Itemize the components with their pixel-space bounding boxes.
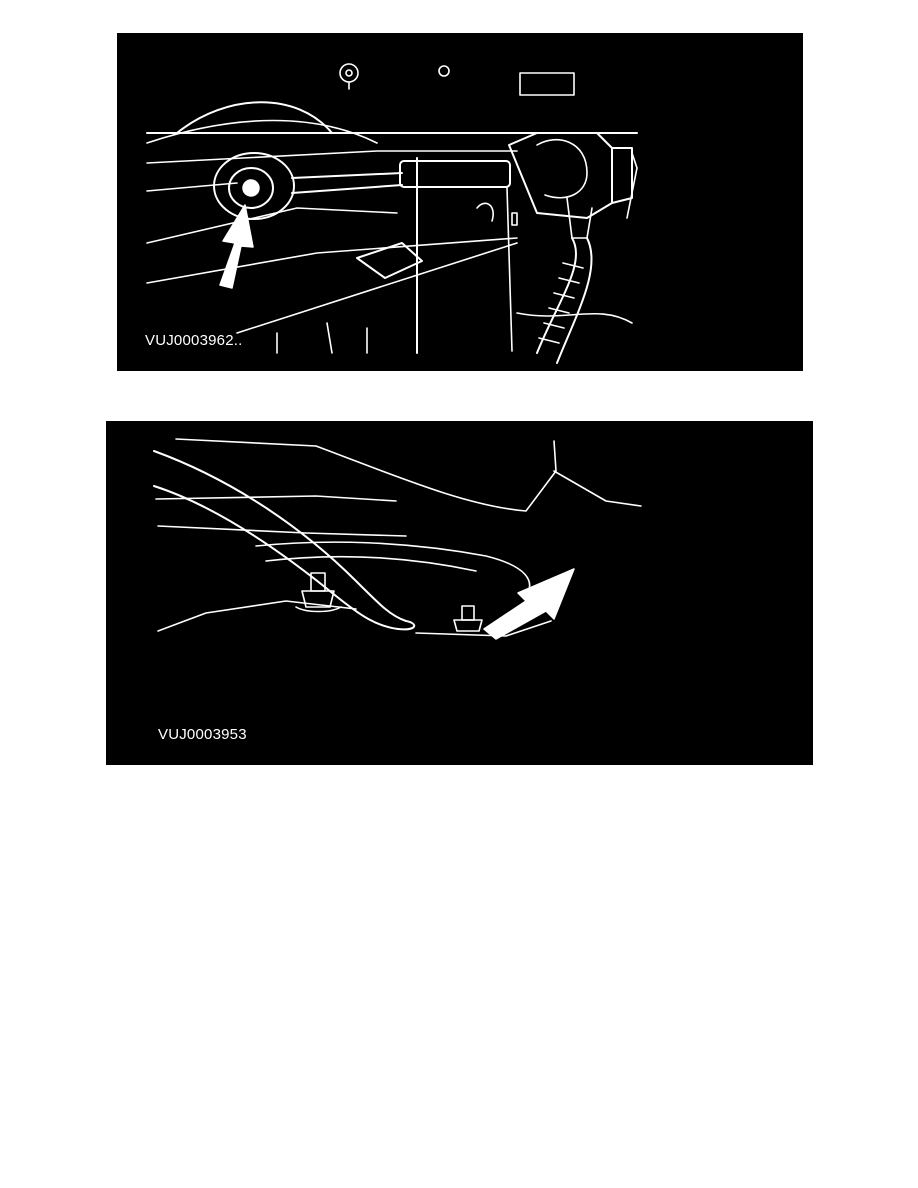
actuator-housing-shape — [509, 133, 612, 218]
illustration-figure-2 — [106, 421, 813, 765]
bolt-head-shape — [340, 64, 358, 82]
figure-id-label: VUJ0003953 — [158, 726, 247, 743]
frame-leg-lines — [277, 323, 367, 353]
panel-upper-line — [176, 439, 556, 511]
mount-right-line — [507, 188, 512, 351]
panel-right-line — [554, 471, 641, 506]
illustration-figure-1 — [117, 33, 803, 371]
mount-tab-shape — [512, 213, 517, 225]
bushing-bore-shape — [243, 180, 259, 196]
actuator-collar-shape — [537, 140, 587, 198]
rod-upper-line — [292, 173, 402, 178]
mount-nub-shape — [477, 203, 493, 221]
rectangular-slot-shape — [520, 73, 574, 95]
harness-left-line — [537, 238, 576, 353]
plate-edge-line — [237, 243, 517, 333]
hose-upper-line — [154, 451, 406, 621]
panel-lower-line — [158, 526, 406, 536]
pan-contour-line — [256, 542, 530, 596]
bolt-center-shape — [346, 70, 352, 76]
connector-shape — [612, 148, 632, 203]
stud-2-shape — [462, 606, 474, 620]
rod-lower-line — [292, 185, 402, 193]
nut-2-shape — [454, 620, 482, 631]
bracket-line — [147, 208, 397, 243]
pan-edge-line — [158, 601, 356, 631]
figure-id-label: VUJ0003962.. — [145, 332, 243, 349]
housing-edge-shape — [147, 121, 377, 144]
pan-contour-inner-line — [266, 557, 476, 571]
hole-shape — [439, 66, 449, 76]
lower-rail-line — [147, 183, 237, 191]
hose-end-shape — [398, 621, 414, 629]
line-art-drawing-2 — [106, 421, 813, 765]
line-art-drawing-1 — [117, 33, 803, 371]
arrow-callout-icon — [220, 205, 253, 288]
